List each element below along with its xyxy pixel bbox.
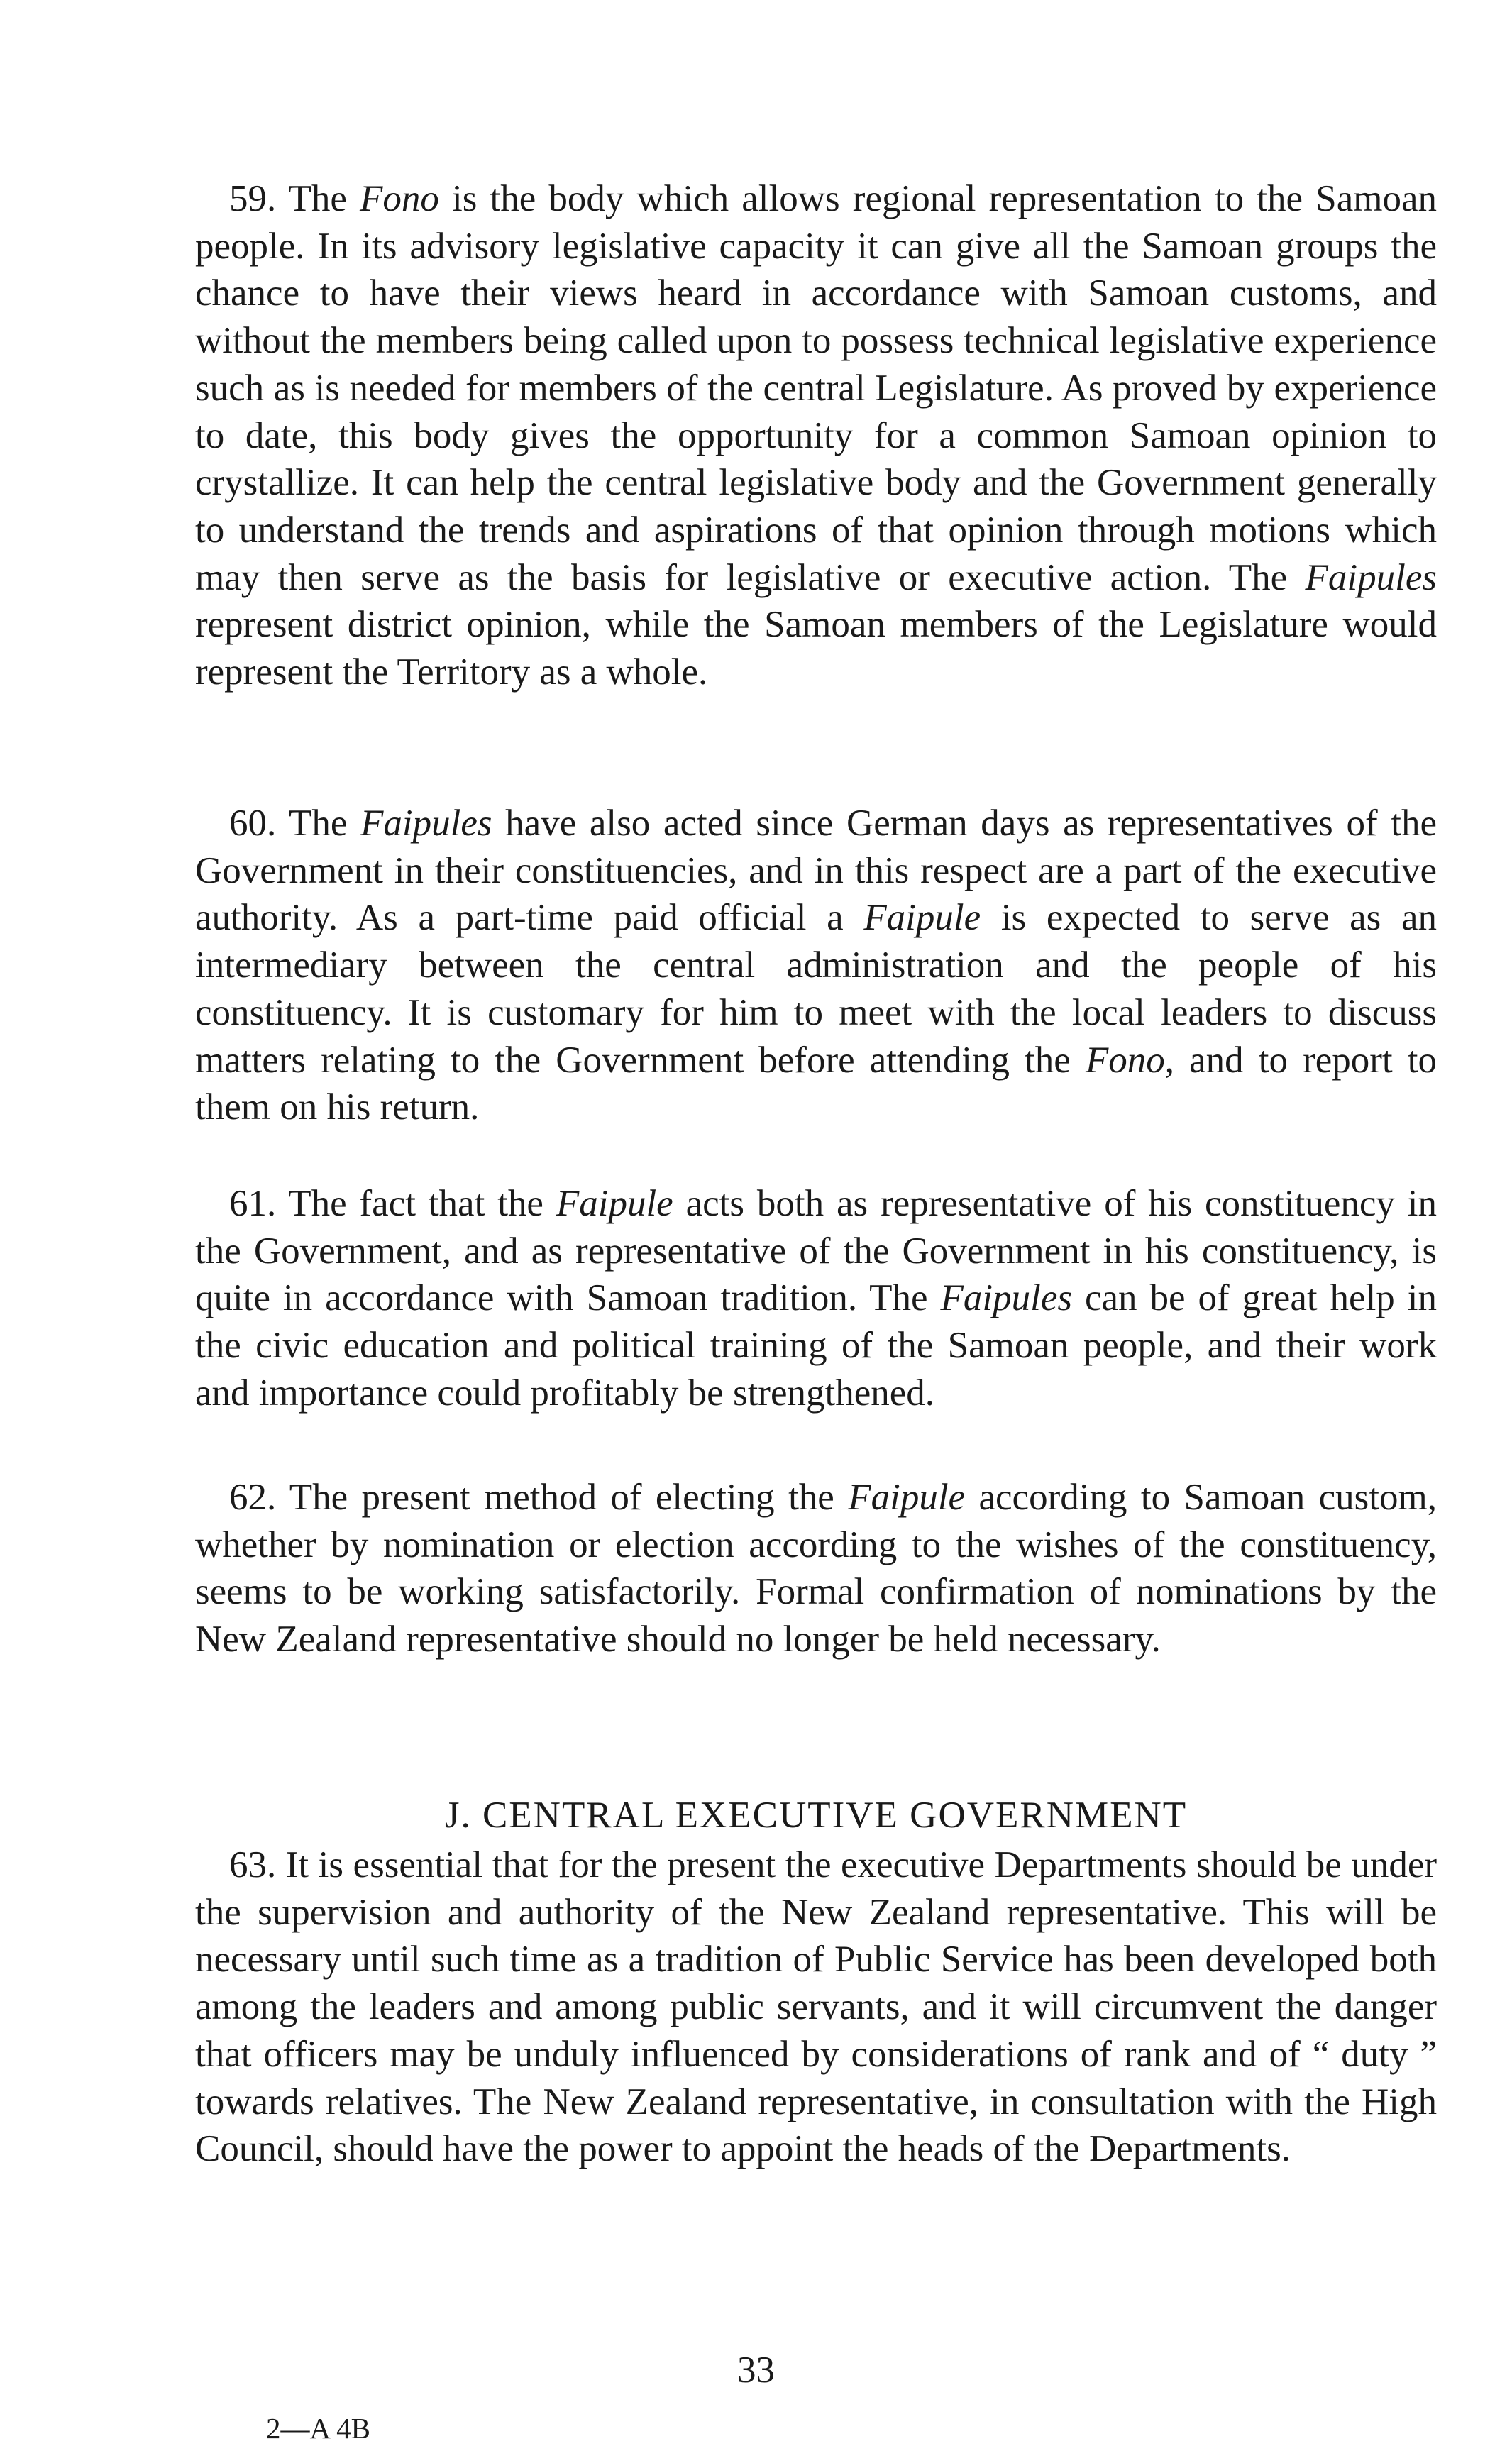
paragraph-60-italic-fono: Fono bbox=[1085, 1039, 1165, 1081]
printer-signature-mark: 2—A 4B bbox=[266, 2412, 370, 2445]
paragraph-61-text: 61. The fact that the bbox=[229, 1183, 556, 1224]
paragraph-61-text: acts both as representative of his constituency in the Government, and as representative of the Government in his constituency, is quite in accordance with Samoan tradition. The bbox=[195, 1183, 1437, 1319]
paragraph-60-text: is expected to serve as an intermediary between the central administration and the people of his constituency. It is customary for him to meet with the local leaders to discuss matters relating to the Government before attending the bbox=[195, 897, 1437, 1081]
paragraph-60-italic-faipules: Faipules bbox=[360, 803, 492, 844]
paragraph-60-italic-faipule: Faipule bbox=[863, 897, 981, 939]
paragraph-61 bbox=[195, 1180, 1437, 1417]
paragraph-59-italic-fono: Fono bbox=[360, 178, 439, 219]
paragraph-62-text: according to Samoan custom, whether by nomination or election according to the wishes of the constituency, seems to be working satisfactorily. Formal confirmation of nominations by the New Zealand representative should no longer be held necessary. bbox=[195, 1477, 1437, 1660]
paragraph-62-text: 62. The present method of electing the bbox=[229, 1477, 849, 1518]
paragraph-60-text: 60. The bbox=[229, 803, 361, 844]
page-number: 33 bbox=[737, 2350, 775, 2391]
paragraph-59-text: represent district opinion, while the Samoan members of the Legislature would represent the Territory as a whole. bbox=[195, 604, 1437, 693]
paragraph-61-text: can be of great help in the civic education and political training of the Samoan people, and their work and importance could profitably be strengthened. bbox=[195, 1277, 1437, 1414]
section-heading: J. CENTRAL EXECUTIVE GOVERNMENT bbox=[444, 1795, 1188, 1836]
paragraph-59-text: 59. The bbox=[229, 178, 360, 219]
paragraph-62 bbox=[195, 1474, 1437, 1663]
paragraph-62-italic-faipule: Faipule bbox=[848, 1477, 966, 1518]
paragraph-60-text: , and to report to them on his return. bbox=[195, 1039, 1437, 1128]
paragraph-63 bbox=[195, 1841, 1437, 2173]
paragraph-59-text: is the body which allows regional representation to the Samoan people. In its advisory legislative capacity it can give all the Samoan groups the chance to have their views heard in accordance with Samoan customs, and without the members being called upon to possess technical legislative experience such as is needed for members of the central Legislature. As proved by experience to date, this body gives the opportunity for a common Samoan opinion to crystallize. It can help the central legislative body and the Government generally to understand the trends and aspirations of that opinion through motions which may then serve as the basis for legislative or executive action. The bbox=[195, 178, 1437, 598]
paragraph-61-italic-faipules: Faipules bbox=[940, 1277, 1073, 1319]
paragraph-59-italic-faipules: Faipules bbox=[1305, 556, 1437, 598]
paragraph-59 bbox=[195, 175, 1437, 696]
paragraph-60-text: have also acted since German days as representatives of the Government in their constituencies, and in this respect are a part of the executive authority. As a part-time paid official a bbox=[195, 803, 1437, 939]
paragraph-60 bbox=[195, 800, 1437, 1131]
paragraph-63-text: 63. It is essential that for the present the executive Departments should be under the supervision and authority of the New Zealand representative. This will be necessary until such time as a tradition of Public Service has been developed both among the leaders and among public servants, and it will circumvent the danger that officers may be unduly influenced by considerations of rank and of “ duty ” towards relatives. The New Zealand representative, in consultation with the High Council, should have the power to appoint the heads of the Departments. bbox=[195, 1844, 1437, 2170]
paragraph-61-italic-faipule: Faipule bbox=[556, 1183, 673, 1224]
